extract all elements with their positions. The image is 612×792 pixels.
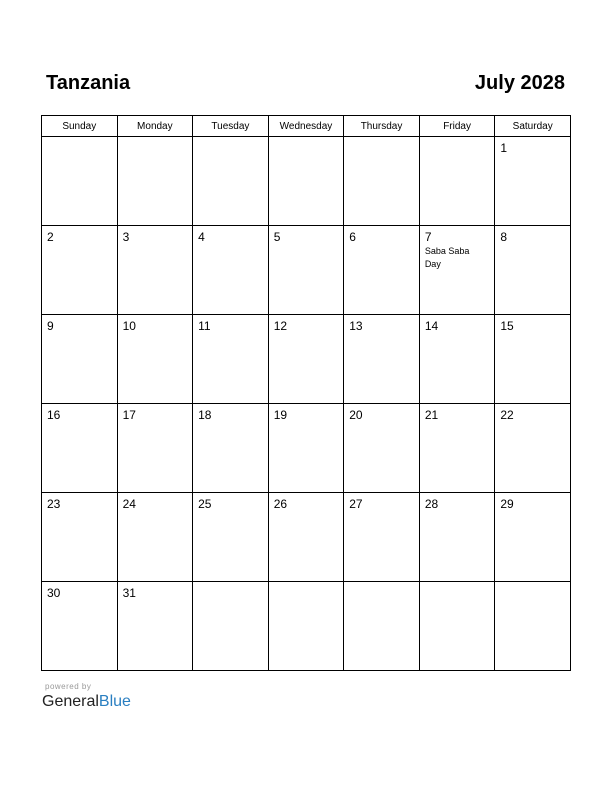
day-cell xyxy=(42,226,118,315)
calendar-header xyxy=(41,70,571,100)
country-title: Tanzania xyxy=(46,72,131,94)
day-cell xyxy=(495,137,571,226)
day-cell xyxy=(268,582,344,671)
week-row xyxy=(42,493,571,582)
day-number: 9 xyxy=(47,319,54,333)
day-cell xyxy=(42,404,118,493)
week-row xyxy=(42,582,571,671)
day-cell xyxy=(495,493,571,582)
day-number: 8 xyxy=(500,230,508,244)
day-number: 22 xyxy=(500,408,514,422)
day-cell xyxy=(42,137,118,226)
footer-branding xyxy=(42,682,131,711)
weekday-sunday: Sunday xyxy=(42,116,118,137)
day-cell xyxy=(193,226,269,315)
day-number: 20 xyxy=(349,408,363,422)
day-cell xyxy=(193,582,269,671)
day-number: 1 xyxy=(500,141,508,155)
day-cell xyxy=(268,137,344,226)
day-cell xyxy=(117,226,193,315)
day-number: 29 xyxy=(500,497,514,511)
weekday-tuesday: Tuesday xyxy=(193,116,269,137)
day-cell xyxy=(419,137,495,226)
day-cell xyxy=(344,493,420,582)
brand-general-text: General xyxy=(42,693,99,710)
day-cell xyxy=(344,137,420,226)
day-number: 6 xyxy=(349,230,356,244)
day-cell xyxy=(193,404,269,493)
day-number: 26 xyxy=(273,497,288,511)
day-number: 28 xyxy=(424,497,439,511)
day-cell xyxy=(193,493,269,582)
weekday-thursday: Thursday xyxy=(344,116,420,137)
day-number: 4 xyxy=(198,230,205,244)
day-cell xyxy=(344,315,420,404)
day-number: 21 xyxy=(424,408,439,422)
day-cell xyxy=(193,137,269,226)
day-number: 12 xyxy=(273,319,288,333)
day-cell xyxy=(117,582,193,671)
day-number: 31 xyxy=(122,586,136,600)
day-cell xyxy=(42,315,118,404)
day-number: 2 xyxy=(47,230,54,244)
day-number: 17 xyxy=(122,408,136,422)
weekday-monday: Monday xyxy=(117,116,193,137)
brand-blue-text: Blue xyxy=(98,693,131,710)
weekday-wednesday: Wednesday xyxy=(268,116,344,137)
generalblue-logo xyxy=(42,693,131,711)
weekday-friday: Friday xyxy=(419,116,495,137)
weekday-header-row xyxy=(42,116,571,137)
month-year-title: July 2028 xyxy=(474,72,565,94)
day-cell xyxy=(419,493,495,582)
calendar-body xyxy=(42,137,571,671)
day-number: 27 xyxy=(349,497,363,511)
day-cell xyxy=(344,404,420,493)
day-number: 16 xyxy=(47,408,61,422)
day-cell xyxy=(419,226,495,315)
day-cell xyxy=(495,226,571,315)
day-number: 23 xyxy=(47,497,61,511)
day-number: 11 xyxy=(198,319,211,333)
day-number: 13 xyxy=(349,319,363,333)
day-number: 7 xyxy=(424,230,432,244)
day-number: 3 xyxy=(122,230,130,244)
day-number: 18 xyxy=(198,408,212,422)
week-row xyxy=(42,315,571,404)
day-cell xyxy=(419,315,495,404)
day-number: 10 xyxy=(122,319,136,333)
powered-by-label: powered by xyxy=(45,682,92,691)
day-cell xyxy=(495,404,571,493)
day-cell xyxy=(117,137,193,226)
day-number: 14 xyxy=(424,319,439,333)
day-cell xyxy=(42,582,118,671)
day-cell xyxy=(117,493,193,582)
day-cell xyxy=(495,582,571,671)
day-cell xyxy=(117,404,193,493)
day-cell xyxy=(193,315,269,404)
day-cell xyxy=(42,493,118,582)
holiday-label: Saba Saba Day xyxy=(424,246,470,269)
day-cell xyxy=(419,582,495,671)
day-cell xyxy=(268,226,344,315)
day-cell xyxy=(268,493,344,582)
day-number: 5 xyxy=(273,230,281,244)
day-cell xyxy=(268,404,344,493)
day-cell xyxy=(268,315,344,404)
day-cell xyxy=(495,315,571,404)
day-number: 30 xyxy=(47,586,61,600)
day-cell xyxy=(419,404,495,493)
week-row xyxy=(42,137,571,226)
day-number: 15 xyxy=(500,319,514,333)
weekday-saturday: Saturday xyxy=(495,116,571,137)
week-row xyxy=(42,226,571,315)
day-number: 25 xyxy=(198,497,212,511)
calendar-grid xyxy=(41,115,571,671)
day-cell xyxy=(344,582,420,671)
day-cell xyxy=(344,226,420,315)
day-cell xyxy=(117,315,193,404)
day-number: 24 xyxy=(122,497,136,511)
day-number: 19 xyxy=(273,408,288,422)
week-row xyxy=(42,404,571,493)
